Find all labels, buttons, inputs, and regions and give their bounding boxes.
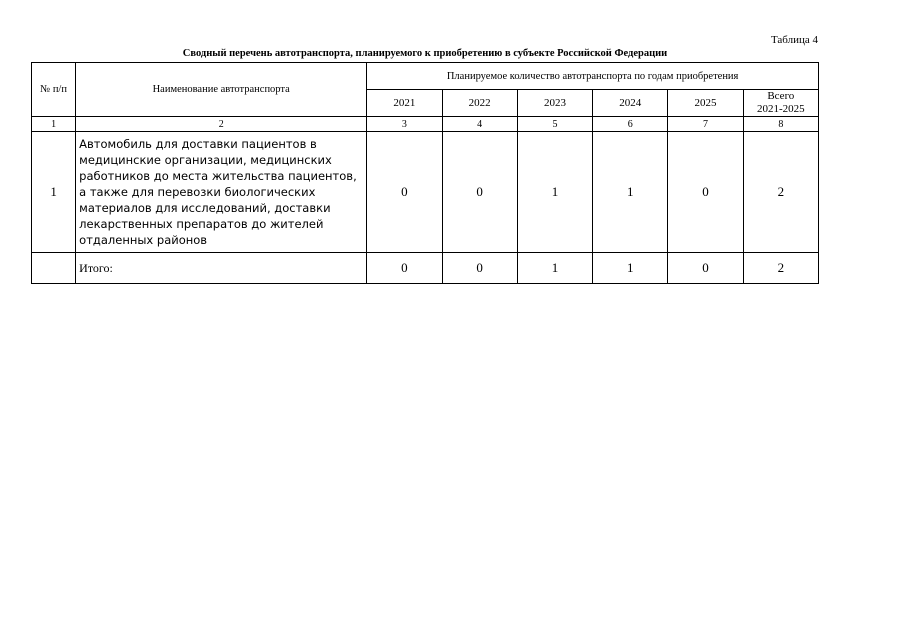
totals-label: Итого:	[76, 253, 367, 284]
totals-value: 1	[517, 253, 592, 284]
index-cell: 1	[32, 117, 76, 132]
header-group: Планируемое количество автотранспорта по годам приобретения	[367, 63, 819, 90]
index-cell: 7	[668, 117, 743, 132]
table-row	[32, 132, 819, 253]
header-year: 2023	[517, 90, 592, 117]
index-cell: 5	[517, 117, 592, 132]
row-value: 1	[593, 132, 668, 253]
header-year: 2022	[442, 90, 517, 117]
totals-value: 1	[593, 253, 668, 284]
header-total-line2: 2021-2025	[756, 103, 805, 115]
row-value: 0	[668, 132, 743, 253]
table-number: Таблица 4	[770, 34, 818, 46]
index-cell: 3	[367, 117, 442, 132]
totals-row	[32, 253, 819, 284]
header-row	[32, 63, 819, 90]
totals-num	[32, 253, 76, 284]
vehicle-summary-table	[31, 62, 819, 284]
totals-value: 0	[442, 253, 517, 284]
row-total: 2	[743, 132, 818, 253]
row-value: 0	[367, 132, 442, 253]
header-total	[743, 90, 818, 117]
totals-value: 0	[367, 253, 442, 284]
header-name: Наименование автотранспорта	[76, 63, 367, 117]
header-year: 2021	[367, 90, 442, 117]
index-cell: 4	[442, 117, 517, 132]
index-row	[32, 117, 819, 132]
document-title: Сводный перечень автотранспорта, планируемого к приобретению в субъекте Российской Федерации	[182, 48, 668, 59]
row-value: 1	[517, 132, 592, 253]
index-cell: 8	[743, 117, 818, 132]
row-name: Автомобиль для доставки пациентов в медицинские организации, медицинских работников до места жительства пациентов, а также для перевозки биологических материалов для исследований, доставки лекарственных препаратов до жителей отдаленных районов	[76, 132, 367, 253]
header-num: № п/п	[32, 63, 76, 117]
totals-value: 0	[668, 253, 743, 284]
header-year: 2024	[593, 90, 668, 117]
index-cell: 6	[593, 117, 668, 132]
row-num: 1	[32, 132, 76, 253]
index-cell: 2	[76, 117, 367, 132]
header-total-line1: Всего	[767, 90, 795, 102]
totals-grand-total: 2	[743, 253, 818, 284]
header-year: 2025	[668, 90, 743, 117]
row-value: 0	[442, 132, 517, 253]
